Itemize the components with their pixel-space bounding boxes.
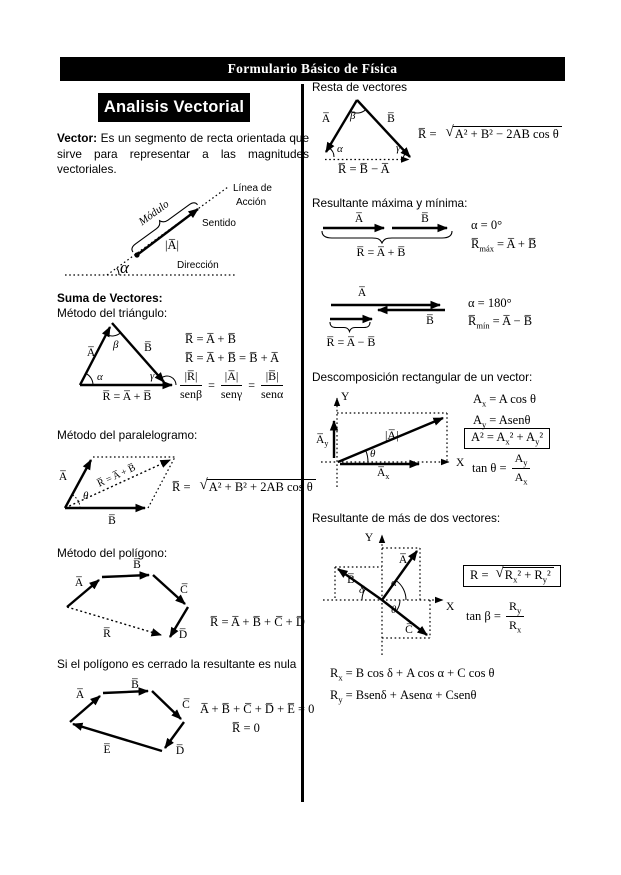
x-axis-label: X	[456, 457, 465, 469]
label-b: B̅	[387, 113, 395, 125]
ay-label: $A̅_y$	[316, 434, 329, 448]
y-axis-label: Y	[364, 532, 374, 544]
vector-b-arrow	[102, 575, 149, 577]
radical: √ $R_x^2 + R_y^2$	[496, 567, 554, 584]
vector-elements-diagram	[55, 175, 305, 293]
brace-equation: R̅ = A̅ + B̅	[356, 245, 406, 259]
ry-formula: $R_y$ = Bsenδ + Asenα + Csenθ	[330, 688, 477, 705]
radical-sign: √	[199, 477, 208, 493]
vector-definition-lead: Vector:	[57, 131, 97, 145]
alpha-angle-arc	[117, 268, 119, 275]
max-formula: $R̅_{máx}$ = A̅ + B̅	[471, 237, 537, 254]
beta-label: β	[113, 339, 119, 351]
ay-formula: $A_y$ = Asenθ	[473, 413, 531, 430]
label-a: A̅	[321, 113, 331, 125]
vector-a-arrow	[70, 696, 100, 722]
alpha-angle-arc	[396, 581, 406, 600]
closed-polygon-eq1: A̅ + B̅ + C̅ + D̅ + E̅ = 0	[200, 702, 315, 716]
theta-label: θ	[370, 448, 376, 460]
vector-definition	[57, 131, 309, 178]
poligono-subtitle: Método del polígono:	[57, 546, 168, 560]
magnitude-label: |A̅|	[385, 428, 399, 442]
min-formula: $R̅_{mín}$ = A̅ − B̅	[468, 314, 533, 331]
multi-title: Resultante de más de dos vectores:	[312, 511, 501, 525]
maxmin-title: Resultante máxima y mínima:	[312, 196, 468, 210]
diagonal-equation: R̅ = A̅ + B̅	[95, 462, 138, 490]
label-a: A̅	[75, 689, 85, 701]
tan-fraction: $\frac{R_y}{R_x}$	[506, 599, 524, 634]
vector-definition-body: Es un segmento de recta orientada que sirve para representar a las magnitudes vectoriales.	[57, 131, 309, 177]
triangle-eq2: R̅ = A̅ + B̅ = B̅ + A̅	[185, 351, 280, 365]
polygon-formula: R̅ = A̅ + B̅ + C̅ + D̅	[210, 615, 305, 629]
triangulo-subtitle: Método del triángulo:	[57, 306, 168, 320]
suma-title: Suma de Vectores:	[57, 291, 163, 305]
equals-sign: =	[248, 378, 255, 392]
closed-polygon-diagram	[55, 678, 305, 770]
alpha-label: α	[97, 371, 103, 383]
max-angle: α = 0°	[471, 218, 503, 232]
label-d: D̅	[178, 629, 188, 641]
pythagoras-formula: $A^2 = A_x^2 + A_y^2$	[464, 428, 550, 449]
gamma-label: γ	[150, 370, 155, 382]
parallelogram-formula: R̅ = √ A² + B² + 2AB cos θ	[172, 479, 316, 496]
tan-fraction: $\frac{A_y}{A_x}$	[512, 451, 531, 486]
alpha-label: α	[391, 577, 397, 589]
vector-b-arrow	[103, 691, 148, 693]
label-a: A̅	[354, 213, 364, 225]
delta-label: δ	[359, 584, 365, 596]
ax-formula: $A_x = A$ cos θ	[473, 392, 537, 409]
modulo-label: Módulo	[136, 198, 172, 229]
radical: √ A² + B² + 2AB cos θ	[200, 479, 316, 496]
tan-theta-formula: tan θ = $\frac{A_y}{A_x}$	[472, 451, 530, 486]
page-header: Formulario Básico de Física	[60, 57, 565, 81]
vector-tail-dot	[134, 252, 139, 257]
closed-polygon-text: Si el polígono es cerrado la resultante es nula	[57, 657, 297, 671]
direccion-label: Dirección	[177, 260, 219, 271]
polygon-method-diagram	[55, 560, 305, 652]
linea-accion-label-1: Línea de	[233, 183, 272, 194]
label-a: A̅	[58, 471, 68, 483]
label-b: B̅	[131, 679, 139, 691]
radical-sign: √	[495, 565, 504, 581]
sentido-label: Sentido	[202, 218, 236, 229]
label-b: B̅	[144, 342, 152, 354]
beta-angle-arc	[106, 333, 121, 336]
label-b: B̅	[426, 315, 434, 327]
tan-beta-formula: tan β = $\frac{R_y}{R_x}$	[466, 599, 524, 634]
rx-formula: $R_x = B$ cos δ + A cos α + C cos θ	[330, 666, 495, 683]
vector-b-arrow	[357, 100, 410, 157]
underbrace	[330, 322, 370, 332]
theta-label: θ	[83, 490, 89, 502]
right-dotted-side	[148, 457, 175, 508]
label-a: A̅	[74, 577, 84, 589]
label-b: B̅	[347, 574, 355, 586]
descomposicion-title: Descomposición rectangular de un vector:	[312, 370, 533, 384]
resultant-diagonal-arrow	[65, 460, 170, 508]
label-e: E̅	[103, 744, 111, 756]
label-c: C̅	[405, 624, 413, 636]
resta-base-equation: R̅ = B̅ − A̅	[338, 162, 390, 176]
theta-angle-arc	[366, 451, 368, 462]
multi-vector-diagram	[315, 525, 525, 665]
radical: √ A² + B² − 2AB cos θ	[446, 126, 562, 143]
linea-accion-label-2: Acción	[236, 197, 267, 208]
resultant-dotted-arrow	[67, 607, 161, 635]
sine-frac-b: $\frac{|B̅|}{\text{senα}}$	[260, 369, 284, 401]
label-b: B̅	[133, 559, 141, 571]
label-b: B̅	[108, 515, 116, 527]
magnitude-label: |A̅|	[165, 238, 180, 252]
label-a: A̅	[86, 347, 96, 359]
vector-b-arrow	[112, 323, 164, 382]
alpha-label: α	[337, 143, 343, 155]
ax-label: $A̅_x$	[377, 467, 390, 481]
alpha-angle-arc	[329, 148, 334, 157]
gamma-label: γ	[396, 142, 401, 154]
sine-frac-r: $\frac{|R̅|}{\text{senβ}}$	[180, 369, 203, 401]
label-a: A̅	[398, 554, 408, 566]
beta-label: β	[350, 110, 356, 122]
alpha-angle-arc	[86, 374, 93, 386]
radical-sign: √	[445, 124, 454, 140]
paralelogramo-subtitle: Método del paralelogramo:	[57, 428, 198, 442]
resultant-formula: R = √ $R_x^2 + R_y^2$	[463, 565, 561, 587]
sine-frac-a: $\frac{|A̅|}{\text{senγ}}$	[220, 369, 243, 401]
label-b: B̅	[421, 213, 429, 225]
label-r: R̅	[103, 628, 111, 640]
sine-law	[180, 369, 283, 402]
label-a: A̅	[357, 287, 367, 299]
theta-label: θ	[391, 604, 397, 616]
vector-e-arrow	[73, 724, 162, 751]
min-angle: α = 180°	[468, 296, 512, 310]
x-axis-label: X	[446, 601, 455, 613]
resta-title: Resta de vectores	[312, 80, 408, 94]
underbrace	[322, 231, 452, 243]
label-c: C̅	[180, 584, 188, 596]
equals-sign: =	[208, 378, 215, 392]
max-resultant-diagram	[315, 212, 475, 262]
brace-equation: R̅ = A̅ − B̅	[326, 335, 376, 349]
vector-c-arrow	[152, 691, 181, 719]
min-resultant-diagram	[313, 286, 473, 351]
alpha-label: α	[120, 258, 129, 277]
label-c: C̅	[182, 699, 190, 711]
triangle-eq1: R̅ = A̅ + B̅	[185, 332, 236, 346]
base-equation: R̅ = A̅ + B̅	[102, 389, 152, 403]
resta-formula: R̅ = √ A² + B² − 2AB cos θ	[418, 126, 562, 143]
label-d: D̅	[175, 745, 185, 757]
section-title-analisis-vectorial: Analisis Vectorial	[98, 93, 250, 122]
closed-polygon-eq2: R̅ = 0	[232, 721, 260, 735]
y-axis-label: Y	[341, 391, 350, 403]
diagonal-label-group	[96, 462, 138, 490]
theta-angle-arc	[396, 600, 400, 611]
